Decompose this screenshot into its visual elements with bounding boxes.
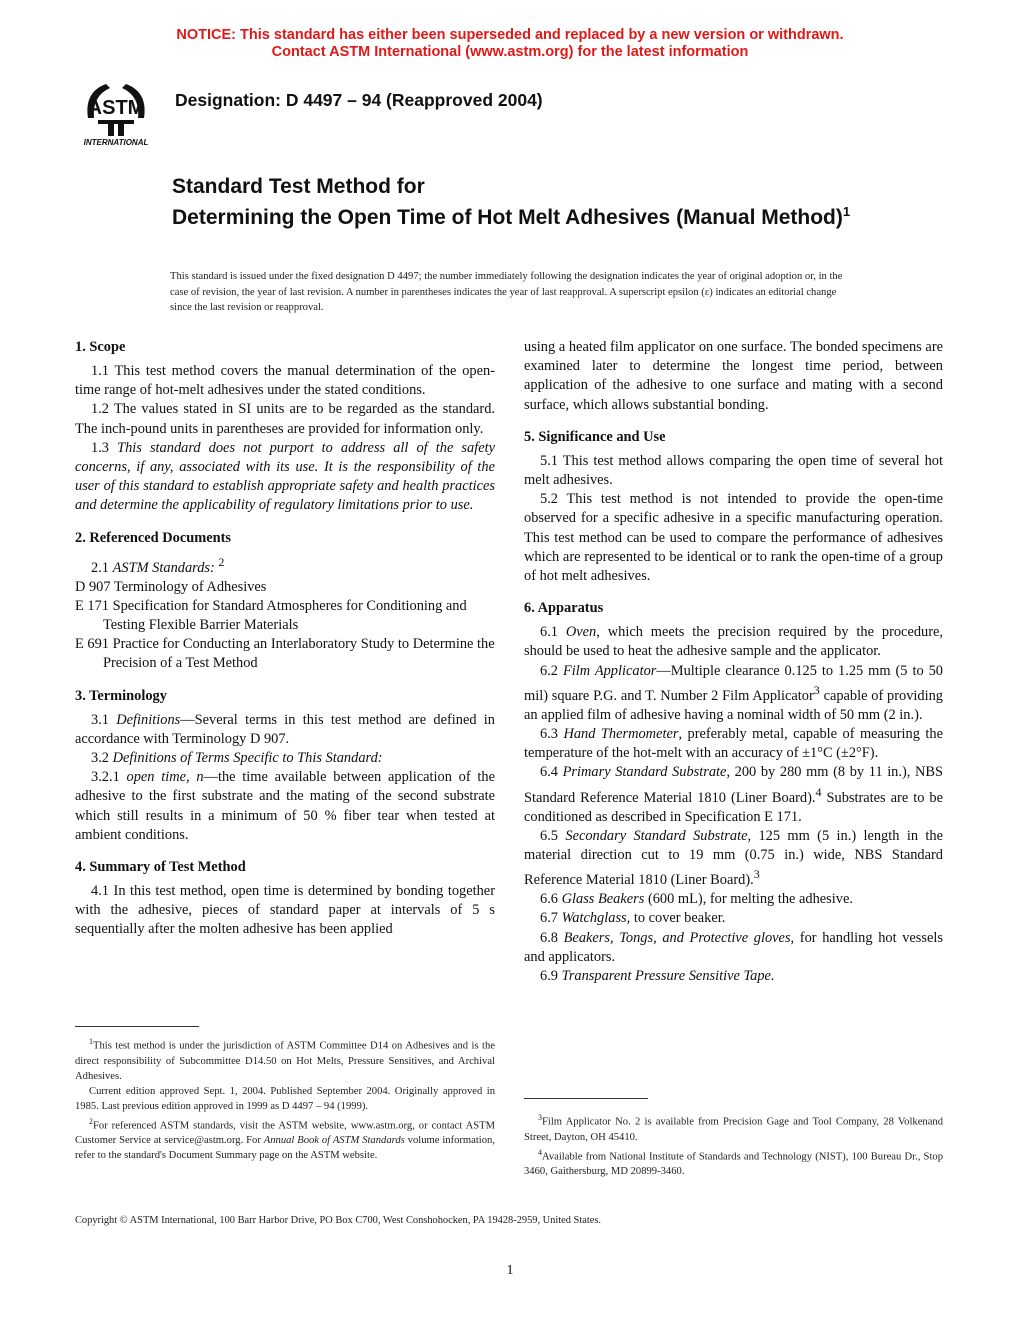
logo-caption: INTERNATIONAL [83, 138, 149, 147]
logo-stem-right [118, 124, 124, 136]
section-heading-scope: 1. Scope [75, 339, 126, 355]
section-heading-refdocs: 2. Referenced Documents [75, 529, 231, 546]
title-line-2: Determining the Open Time of Hot Melt Adhesives (Manual Method)$^1$ [172, 204, 851, 229]
apparatus-item: 6.9 Transparent Pressure Sensitive Tape. [540, 968, 775, 985]
left-column [75, 338, 495, 940]
summary-4-1: 4.1 In this test method, open time is determined by bonding together with the adhesive, pieces of standard paper at intervals of 5 s sequentially after the molten adhesive has been applied [75, 883, 495, 938]
notice-line-1: NOTICE: This standard has either been superseded and replaced by a new version or withdrawn. [176, 27, 844, 43]
apparatus-item: 6.1 Oven, which meets the precision required by the procedure, should be used to heat the adhesive sample and the applicator. [524, 624, 943, 660]
apparatus-item: 6.5 Secondary Standard Substrate, 125 mm (5 in.) length in the material direction cut to 19 mm (0.75 in.) wide, NBS Standard Reference Material 1810 (Liner Board).$^3$ [524, 827, 943, 889]
footnote-rule-left [75, 1026, 199, 1027]
section-heading-summary: 4. Summary of Test Method [75, 859, 246, 876]
refdoc-item: E 691 Practice for Conducting an Interlaboratory Study to Determine the Precision of a Test Method [75, 636, 495, 672]
terminology-3-1: 3.1 Definitions—Several terms in this test method are defined in accordance with Terminology D 907. [75, 711, 495, 747]
intro-paragraph: This standard is issued under the fixed designation D 4497; the number immediately following the designation indicates the year of original adoption or, in the case of revision, the year of last revision. A number in parentheses indicates the year of last reapproval. A superscript epsilon (ε) indicates an editorial change since the last revision or reapproval. [170, 271, 843, 313]
logo-stem-left [108, 124, 114, 136]
section-heading-terminology: 3. Terminology [75, 687, 167, 704]
significance-5-1: 5.1 This test method allows comparing the open time of several hot melt adhesives. [524, 452, 943, 489]
notice-line-2: Contact ASTM International (www.astm.org) for the latest information [271, 44, 749, 60]
title-footnote-mark: 1 [842, 204, 851, 219]
summary-4-1-continued: using a heated film applicator on one surface. The bonded specimens are examined later to determine the longest time period, between application of the adhesive to one surface and mating with a second surface, which allows substantial bonding. [524, 339, 943, 413]
designation: Designation: D 4497 – 94 (Reapproved 2004) [175, 90, 543, 110]
apparatus-item: 6.7 Watchglass, to cover beaker. [540, 910, 726, 927]
page-number: 1 [506, 1263, 514, 1278]
footnote-1b: Current edition approved Sept. 1, 2004. Published September 2004. Originally approved in 1985. Last previous edition approved in 1999 as D 4497 – 94 (1999). [75, 1085, 495, 1112]
refdocs-2-1: 2.1 ASTM Standards: $^2$ [91, 554, 225, 576]
document-title [172, 174, 892, 230]
footnote-2: $^2$For referenced ASTM standards, visit the ASTM website, www.astm.org, or contact ASTM Customer Service at service@astm.org. For Annual Book of ASTM Standards volume information, refer to the standard's Document Summary page on the ASTM website. [75, 1116, 495, 1162]
astm-logo [70, 74, 162, 148]
scope-1-3: 1.3 This standard does not purport to address all of the safety concerns, if any, associated with its use. It is the responsibility of the user of this standard to establish appropriate safety and health practices and determine the applicability of regulatory limitations prior to use. [75, 439, 495, 514]
footnote-rule-right [524, 1098, 648, 1099]
right-column [524, 338, 943, 986]
section-heading-apparatus: 6. Apparatus [524, 600, 604, 617]
withdrawn-notice [0, 27, 1020, 61]
refdoc-item: E 171 Specification for Standard Atmospheres for Conditioning and Testing Flexible Barrier Materials [75, 597, 467, 634]
apparatus-item: 6.4 Primary Standard Substrate, 200 by 280 mm (8 by 11 in.), NBS Standard Reference Material 1810 (Liner Board).$^4$ Substrates are to be conditioned as described in Specification E 171. [524, 764, 943, 825]
apparatus-item: 6.2 Film Applicator—Multiple clearance 0.125 to 1.25 mm (5 to 50 mil) square P.G. and T. Number 2 Film Applicator$^3$ capable of providing an applied film of adhesive having a nominal width of 50 mm (2 in.). [524, 662, 943, 723]
footnotes-left [75, 1034, 495, 1163]
section-heading-significance: 5. Significance and Use [524, 428, 666, 445]
apparatus-item: 6.8 Beakers, Tongs, and Protective gloves, for handling hot vessels and applicators. [524, 929, 943, 965]
logo-bar [98, 120, 134, 124]
logo-text: ASTM [87, 97, 145, 119]
terminology-3-2-1: 3.2.1 open time, n—the time available between application of the adhesive to the first substrate and the mating of the second substrate which still results in a minimum of 50 % fiber tear when tested at ambient conditions. [75, 769, 495, 843]
significance-5-2: 5.2 This test method is not intended to provide the open-time observed for a specific adhesive in a specific manufacturing operation. This test method can be used to compare the performance of adhesives which are represented to be identical or to rank the open-time of a group of hot melt adhesives. [524, 491, 943, 585]
copyright: Copyright © ASTM International, 100 Barr Harbor Drive, PO Box C700, West Conshohocken, PA 19428-2959, United States. [75, 1215, 601, 1226]
title-line-1: Standard Test Method for [172, 175, 425, 198]
footnotes-right [524, 1110, 943, 1179]
scope-1-1: 1.1 This test method covers the manual determination of the open-time range of hot-melt adhesives under the stated conditions. [75, 363, 495, 399]
refdoc-item: D 907 Terminology of Adhesives [75, 578, 267, 595]
terminology-3-2: 3.2 Definitions of Terms Specific to This Standard: [91, 750, 383, 767]
footnote-4: $^4$Available from National Institute of Standards and Technology (NIST), 100 Bureau Dr., Stop 3460, Gaithersburg, MD 20899-3460. [524, 1147, 943, 1178]
footnote-1: $^1$This test method is under the jurisdiction of ASTM Committee D14 on Adhesives and is the direct responsibility of Subcommittee D14.50 on Hot Melts, Pressure Sensitives, and Archival Adhesives. [75, 1037, 495, 1082]
scope-1-2: 1.2 The values stated in SI units are to be regarded as the standard. The inch-pound units in parentheses are provided for information only. [75, 401, 495, 437]
apparatus-item: 6.6 Glass Beakers (600 mL), for melting the adhesive. [540, 891, 853, 908]
footnote-3: $^3$Film Applicator No. 2 is available from Precision Gage and Tool Company, 28 Volkenand Street, Dayton, OH 45410. [524, 1113, 943, 1143]
apparatus-item: 6.3 Hand Thermometer, preferably metal, capable of measuring the temperature of the hot-melt with an accuracy of ±1°C (±2°F). [524, 726, 943, 762]
